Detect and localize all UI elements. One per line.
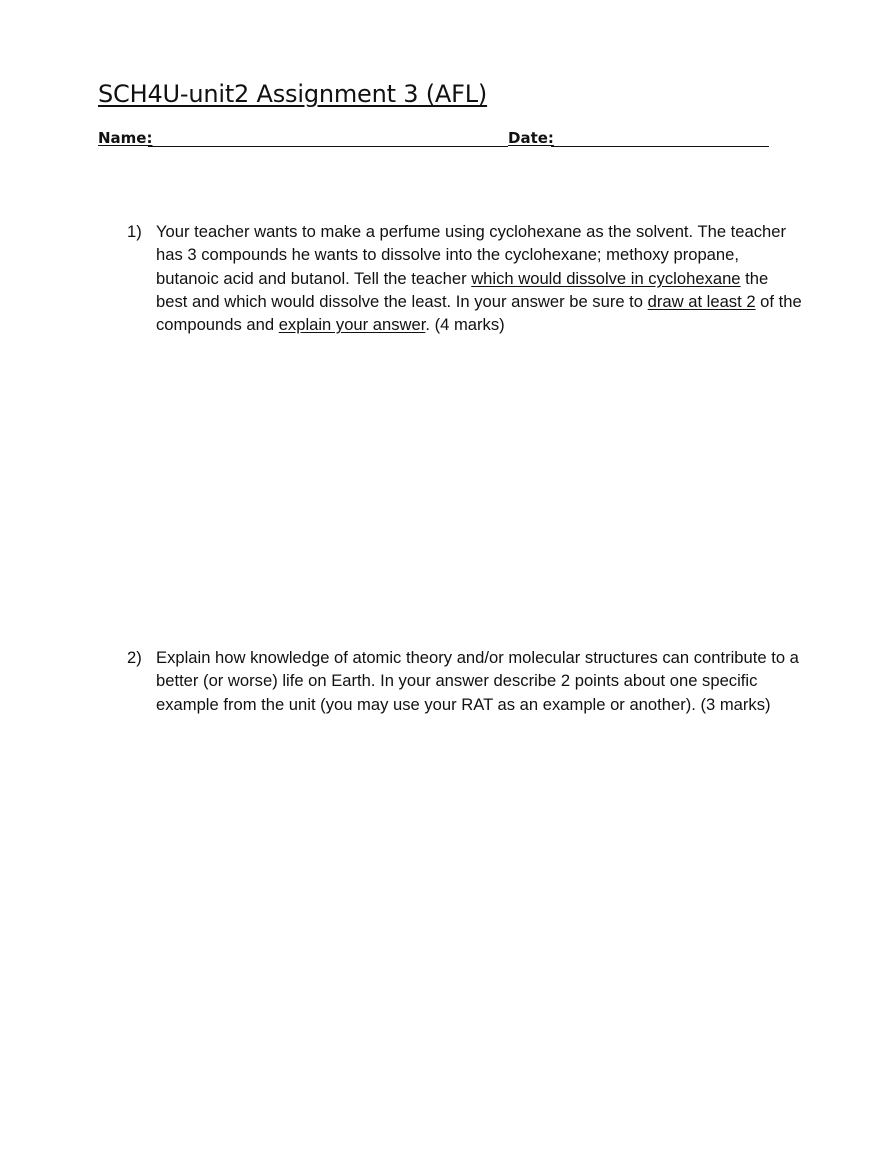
name-blank-line-2[interactable] bbox=[298, 146, 508, 147]
question-text-segment: of the bbox=[755, 291, 802, 311]
question-text-segment: Your teacher wants to make a perfume using cyclohexane as the solvent. The teacher bbox=[156, 222, 787, 241]
question-text-segment: . (4 marks) bbox=[425, 315, 505, 335]
question-line bbox=[156, 646, 861, 669]
question-line bbox=[156, 290, 861, 313]
date-blank-line[interactable] bbox=[551, 146, 769, 147]
question-number: 2) bbox=[127, 648, 142, 667]
date-label: Date: bbox=[508, 129, 554, 147]
underlined-text: explain your answer bbox=[278, 315, 426, 335]
question-text-segment: the bbox=[740, 268, 769, 288]
question-line bbox=[156, 243, 861, 266]
question-text-segment: butanoic acid and butanol. Tell the teacher bbox=[156, 268, 472, 288]
question-number: 1) bbox=[127, 222, 142, 241]
name-date-row bbox=[98, 129, 778, 151]
question-text-segment: Explain how knowledge of atomic theory and/or molecular structures can contribute to a bbox=[156, 648, 799, 667]
question-text-segment: better (or worse) life on Earth. In your answer describe 2 points about one specific bbox=[156, 671, 758, 691]
question-2-answer-space[interactable] bbox=[98, 725, 858, 1125]
question-text-segment: best and which would dissolve the least. In your answer be sure to bbox=[156, 291, 648, 311]
underlined-text: draw at least 2 bbox=[647, 291, 756, 311]
question-line bbox=[156, 267, 861, 290]
page-title: SCH4U-unit2 Assignment 3 (AFL) bbox=[98, 80, 488, 108]
question-line bbox=[156, 693, 861, 716]
question-text bbox=[156, 646, 861, 716]
question-text-segment: example from the unit (you may use your RAT as an example or another). (3 marks) bbox=[156, 694, 771, 714]
underlined-text: which would dissolve in cyclohexane bbox=[471, 268, 741, 288]
question-1-answer-space[interactable] bbox=[98, 345, 858, 635]
question-line bbox=[156, 313, 861, 336]
question-text-segment: compounds and bbox=[156, 315, 279, 335]
name-blank-line-1[interactable] bbox=[148, 146, 298, 147]
name-label: Name: bbox=[98, 129, 153, 147]
question-line bbox=[156, 669, 861, 692]
question-text-segment: has 3 compounds he wants to dissolve into the cyclohexane; methoxy propane, bbox=[156, 245, 739, 265]
question-line bbox=[156, 220, 861, 243]
question-text bbox=[156, 220, 861, 336]
